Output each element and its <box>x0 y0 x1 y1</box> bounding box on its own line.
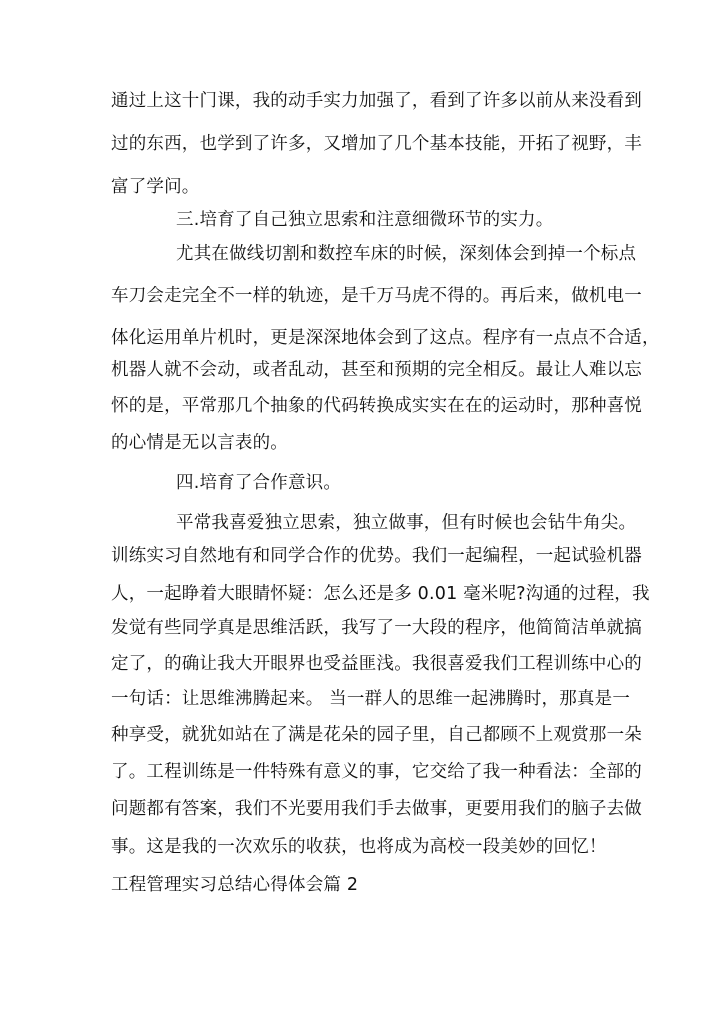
text-line: 机器人就不会动，或者乱动，甚至和预期的完全相反。最让人难以忘 <box>111 360 642 380</box>
text-line: 怀的是，平常那几个抽象的代码转换成实实在在的运动时，那种喜悦 <box>111 396 642 416</box>
text-line: 人，一起睁着大眼睛怀疑：怎么还是多 0.01 毫米呢?沟通的过程，我 <box>111 584 650 604</box>
section-heading-3: 三.培育了自己独立思索和注意细微环节的实力。 <box>176 210 554 230</box>
text-line: 一句话：让思维沸腾起来。 当一群人的思维一起沸腾时，那真是一 <box>111 689 631 709</box>
text-line: 发觉有些同学真是思维活跃，我写了一大段的程序，他简简洁单就搞 <box>111 618 642 638</box>
text-line: 问题都有答案，我们不光要用我们手去做事，更要用我们的脑子去做 <box>111 799 642 819</box>
text-line: 平常我喜爱独立思索，独立做事，但有时候也会钻牛角尖。 <box>176 513 637 533</box>
text-line: 定了，的确让我大开眼界也受益匪浅。我很喜爱我们工程训练中心的 <box>111 654 642 674</box>
section-heading-4: 四.培育了合作意识。 <box>176 473 342 493</box>
text-line: 训练实习自然地有和同学合作的优势。我们一起编程，一起试验机器 <box>111 546 642 566</box>
next-section-title: 工程管理实习总结心得体会篇 2 <box>111 875 359 895</box>
text-line: 过的东西，也学到了许多，又增加了几个基本技能，开拓了视野，丰 <box>111 134 642 154</box>
text-line: 种享受，就犹如站在了满是花朵的园子里，自己都顾不上观赏那一朵 <box>111 725 642 745</box>
text-line: 富了学问。 <box>111 177 200 197</box>
text-line: 体化运用单片机时，更是深深地体会到了这点。程序有一点点不合适， <box>111 328 660 348</box>
text-line: 尤其在做线切割和数控车床的时候，深刻体会到掉一个标点 <box>176 244 637 264</box>
text-line: 了。工程训练是一件特殊有意义的事，它交给了我一种看法：全部的 <box>111 762 642 782</box>
text-line: 事。这是我的一次欢乐的收获，也将成为高校一段美妙的回忆！ <box>111 837 607 857</box>
text-line: 车刀会走完全不一样的轨迹，是千万马虎不得的。再后来，做机电一 <box>111 286 642 306</box>
text-line: 通过上这十门课，我的动手实力加强了，看到了许多以前从来没看到 <box>111 91 642 111</box>
text-line: 的心情是无以言表的。 <box>111 433 288 453</box>
